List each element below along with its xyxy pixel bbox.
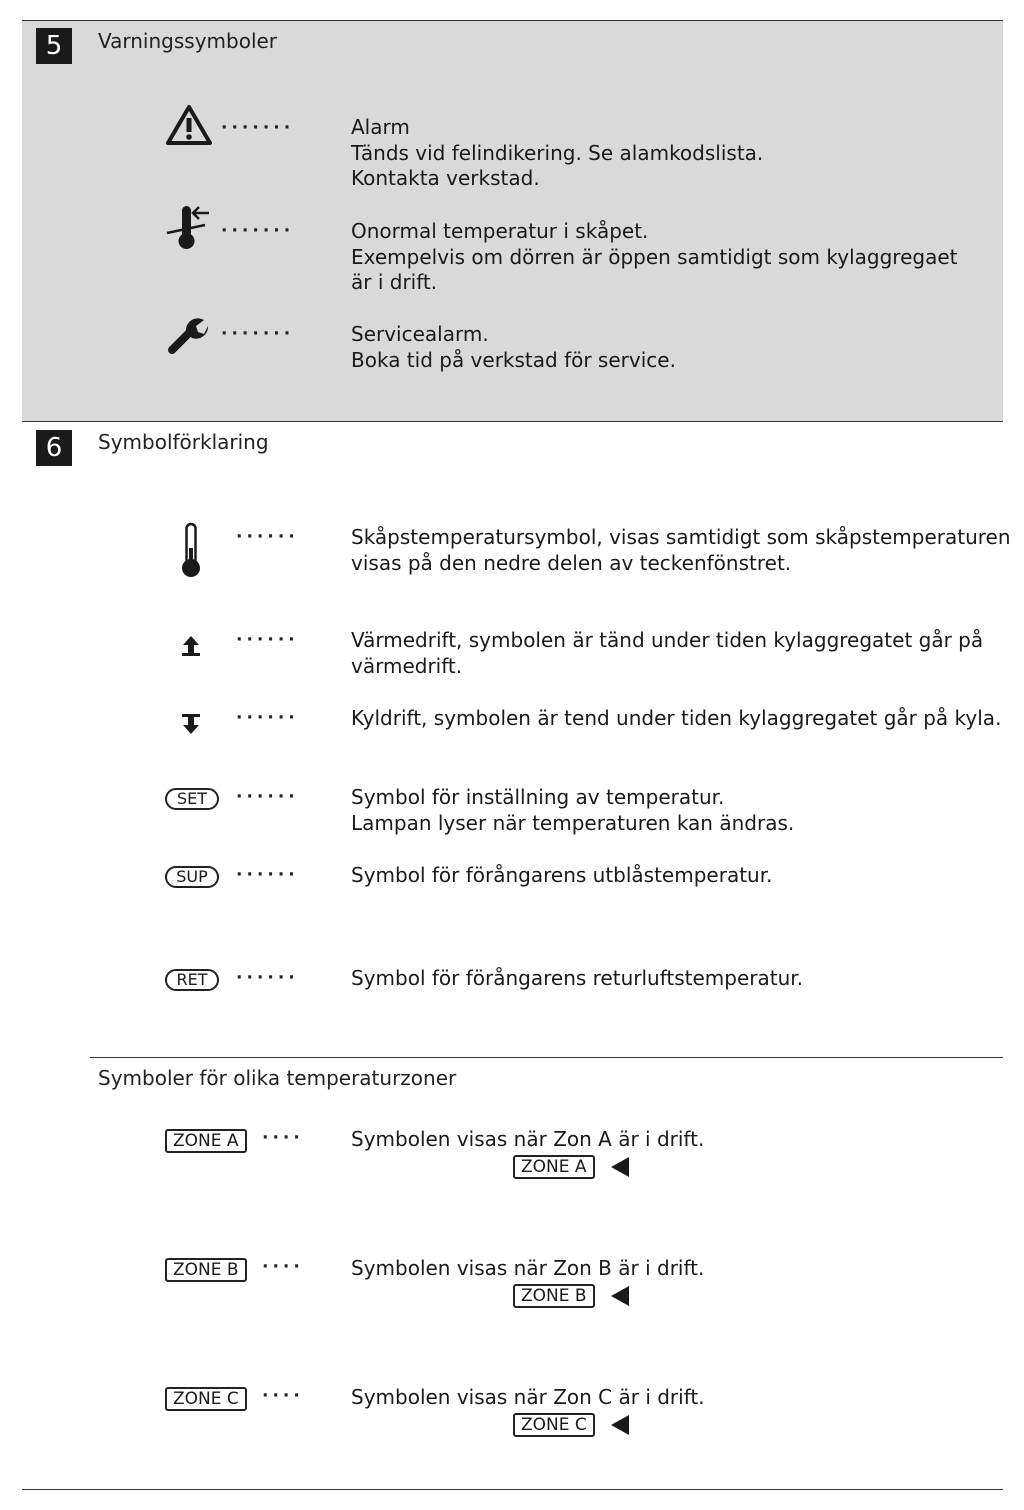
sup-symbol-badge: SUP — [165, 866, 219, 888]
top-rule — [22, 20, 1003, 21]
set-symbol-badge: SET — [165, 788, 219, 810]
wrench-icon — [166, 316, 210, 356]
cabinet-temperature-description: Skåpstemperatursymbol, visas samtidigt som skåpstemperaturen visas på den nedre delen av teckenfönstret. — [351, 525, 1011, 575]
pointer-arrow-icon — [611, 1415, 629, 1435]
zone-c-symbol: ZONE C — [165, 1387, 247, 1411]
thermometer-icon — [178, 522, 204, 580]
leader-dots: ···· — [262, 1128, 304, 1148]
section-number-badge: 5 — [36, 28, 72, 64]
heating-up-arrow-icon — [180, 634, 202, 658]
zone-b-symbol: ZONE B — [165, 1258, 247, 1282]
zone-c-description: Symbolen visas när Zon C är i drift. — [351, 1385, 705, 1409]
leader-dots: ······ — [236, 787, 299, 807]
zone-b-display-symbol: ZONE B — [513, 1284, 595, 1308]
alarm-description: Alarm Tänds vid felindikering. Se alamkodslista. Kontakta verkstad. — [351, 115, 764, 190]
abnormal-temperature-description: Onormal temperatur i skåpet. Exempelvis om dörren är öppen samtidigt som kylaggregaet är i drift. — [351, 219, 958, 294]
zone-a-display-symbol: ZONE A — [513, 1155, 595, 1179]
leader-dots: ······ — [236, 527, 299, 547]
leader-dots: ······ — [236, 708, 299, 728]
leader-dots: ······ — [236, 865, 299, 885]
leader-dots: ···· — [262, 1257, 304, 1277]
zone-a-symbol: ZONE A — [165, 1129, 247, 1153]
leader-dots: ······ — [236, 630, 299, 650]
ret-symbol-badge: RET — [165, 969, 219, 991]
cooling-description: Kyldrift, symbolen är tend under tiden kylaggregatet går på kyla. — [351, 706, 1002, 730]
leader-dots: ······· — [221, 324, 295, 344]
leader-dots: ······· — [221, 221, 295, 241]
abnormal-temperature-icon — [165, 203, 211, 251]
zone-c-display-symbol: ZONE C — [513, 1413, 595, 1437]
leader-dots: ······ — [236, 968, 299, 988]
zones-divider — [90, 1057, 1003, 1058]
pointer-arrow-icon — [611, 1286, 629, 1306]
section-number-badge: 6 — [36, 430, 72, 466]
leader-dots: ···· — [262, 1386, 304, 1406]
bottom-rule — [22, 1489, 1003, 1490]
set-description: Symbol för inställning av temperatur. Lampan lyser när temperaturen kan ändras. — [351, 785, 795, 835]
pointer-arrow-icon — [611, 1157, 629, 1177]
heating-description: Värmedrift, symbolen är tänd under tiden kylaggregatet går på värmedrift. — [351, 628, 984, 678]
cooling-down-arrow-icon — [180, 712, 202, 736]
alarm-triangle-icon — [165, 104, 213, 146]
ret-description: Symbol för förångarens returluftstemperatur. — [351, 966, 804, 990]
zones-title: Symboler för olika temperaturzoner — [98, 1066, 457, 1090]
section-title: Varningssymboler — [98, 29, 278, 53]
sup-description: Symbol för förångarens utblåstemperatur. — [351, 863, 773, 887]
leader-dots: ······· — [221, 118, 295, 138]
section-divider — [22, 421, 1003, 422]
service-alarm-description: Servicealarm. Boka tid på verkstad för service. — [351, 322, 676, 372]
section-title: Symbolförklaring — [98, 430, 269, 454]
zone-a-description: Symbolen visas när Zon A är i drift. — [351, 1127, 705, 1151]
zone-b-description: Symbolen visas när Zon B är i drift. — [351, 1256, 705, 1280]
